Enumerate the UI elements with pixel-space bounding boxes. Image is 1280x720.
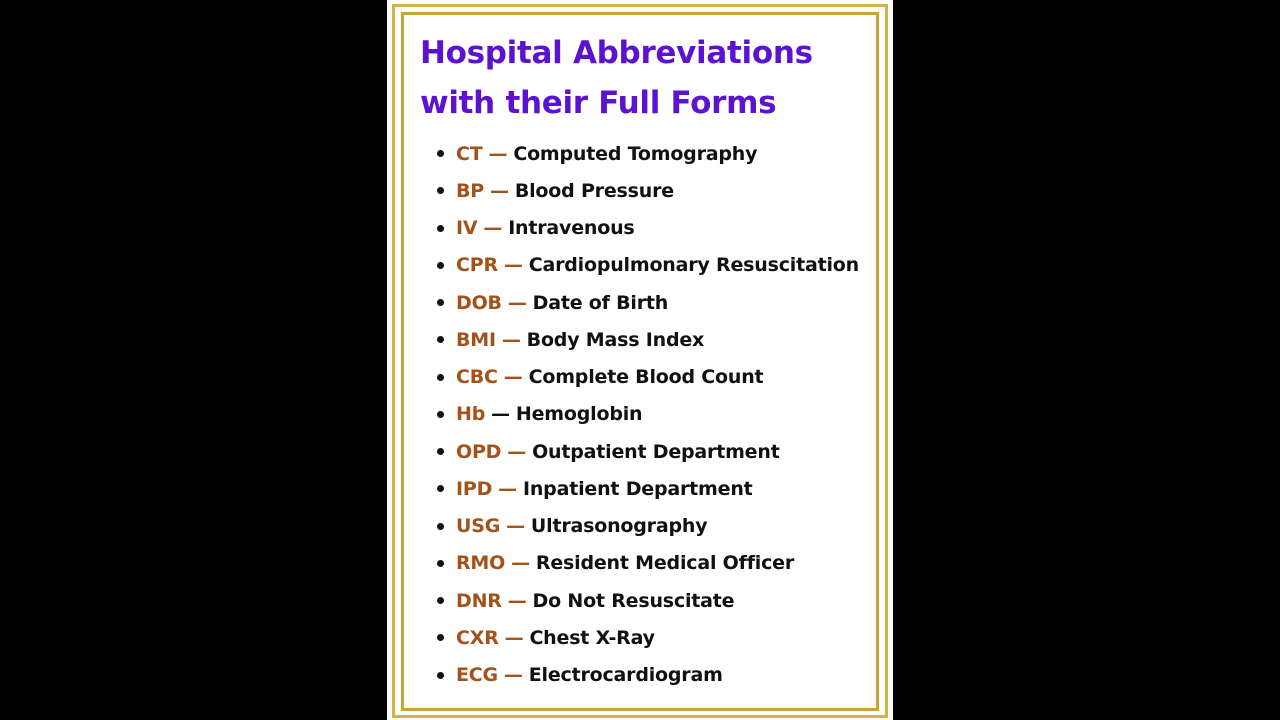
abbreviation: IV	[456, 217, 478, 240]
abbreviation: BMI	[456, 328, 496, 351]
bullet-icon	[437, 672, 444, 679]
title-line-1: Hospital Abbreviations	[420, 35, 813, 71]
full-form: Body Mass Index	[526, 328, 705, 351]
separator-dash: —	[498, 477, 517, 500]
title-line-2: with their Full Forms	[420, 85, 777, 121]
full-form: Chest X-Ray	[529, 626, 655, 649]
list-item	[437, 321, 877, 358]
bullet-icon	[437, 299, 444, 306]
separator-dash: —	[490, 179, 509, 202]
full-form: Resident Medical Officer	[535, 552, 794, 575]
full-form: Ultrasonography	[530, 515, 708, 538]
full-form: Complete Blood Count	[528, 366, 764, 389]
full-form: Inpatient Department	[522, 477, 753, 500]
abbreviation: CBC	[456, 366, 498, 389]
list-item	[437, 433, 877, 470]
full-form: Intravenous	[508, 217, 635, 240]
bullet-icon	[437, 225, 444, 232]
separator-dash: —	[503, 254, 523, 277]
page-title	[420, 28, 860, 128]
bullet-icon	[437, 187, 444, 194]
separator-dash: —	[507, 589, 527, 612]
separator-dash: —	[511, 552, 530, 575]
bullet-icon	[437, 411, 444, 418]
separator-dash: —	[507, 291, 527, 314]
separator-dash: —	[507, 440, 527, 463]
full-form: Outpatient Department	[532, 440, 780, 463]
full-form: Do Not Resuscitate	[532, 589, 735, 612]
full-form: Electrocardiogram	[528, 664, 723, 687]
list-item	[437, 470, 877, 507]
bullet-icon	[437, 150, 444, 157]
bullet-icon	[437, 262, 444, 269]
separator-dash: —	[488, 142, 508, 165]
list-item	[437, 135, 877, 172]
bullet-icon	[437, 523, 444, 530]
abbreviation: DNR	[456, 589, 502, 612]
separator-dash: —	[503, 664, 523, 687]
bullet-icon	[437, 336, 444, 343]
abbreviation: ECG	[456, 664, 498, 687]
list-item	[437, 284, 877, 321]
list-item	[437, 508, 877, 545]
abbreviation: DOB	[456, 291, 502, 314]
full-form: Blood Pressure	[514, 179, 674, 202]
bullet-icon	[437, 634, 444, 641]
abbreviation: USG	[456, 515, 501, 538]
abbreviation: RMO	[456, 552, 506, 575]
list-item	[437, 545, 877, 582]
abbreviation: Hb	[456, 403, 486, 426]
abbreviation: OPD	[456, 440, 502, 463]
full-form: Date of Birth	[532, 291, 669, 314]
list-item	[437, 359, 877, 396]
abbreviation: CXR	[456, 626, 499, 649]
full-form: Computed Tomography	[513, 142, 758, 165]
bullet-icon	[437, 485, 444, 492]
list-item	[437, 619, 877, 656]
separator-dash: —	[506, 515, 525, 538]
abbreviation-list	[437, 135, 877, 694]
abbreviation: BP	[456, 179, 485, 202]
list-item	[437, 172, 877, 209]
separator-dash: —	[504, 626, 524, 649]
list-item	[437, 657, 877, 694]
full-form: Hemoglobin	[515, 403, 643, 426]
abbreviation-card	[387, 0, 893, 720]
list-item	[437, 247, 877, 284]
list-item	[437, 210, 877, 247]
abbreviation: IPD	[456, 477, 493, 500]
separator-dash: —	[491, 403, 510, 426]
separator-dash: —	[483, 217, 503, 240]
separator-dash: —	[503, 366, 523, 389]
list-item	[437, 582, 877, 619]
abbreviation: CT	[456, 142, 483, 165]
list-item	[437, 396, 877, 433]
separator-dash: —	[501, 328, 521, 351]
bullet-icon	[437, 448, 444, 455]
bullet-icon	[437, 374, 444, 381]
bullet-icon	[437, 597, 444, 604]
bullet-icon	[437, 560, 444, 567]
abbreviation: CPR	[456, 254, 498, 277]
full-form: Cardiopulmonary Resuscitation	[528, 254, 859, 277]
